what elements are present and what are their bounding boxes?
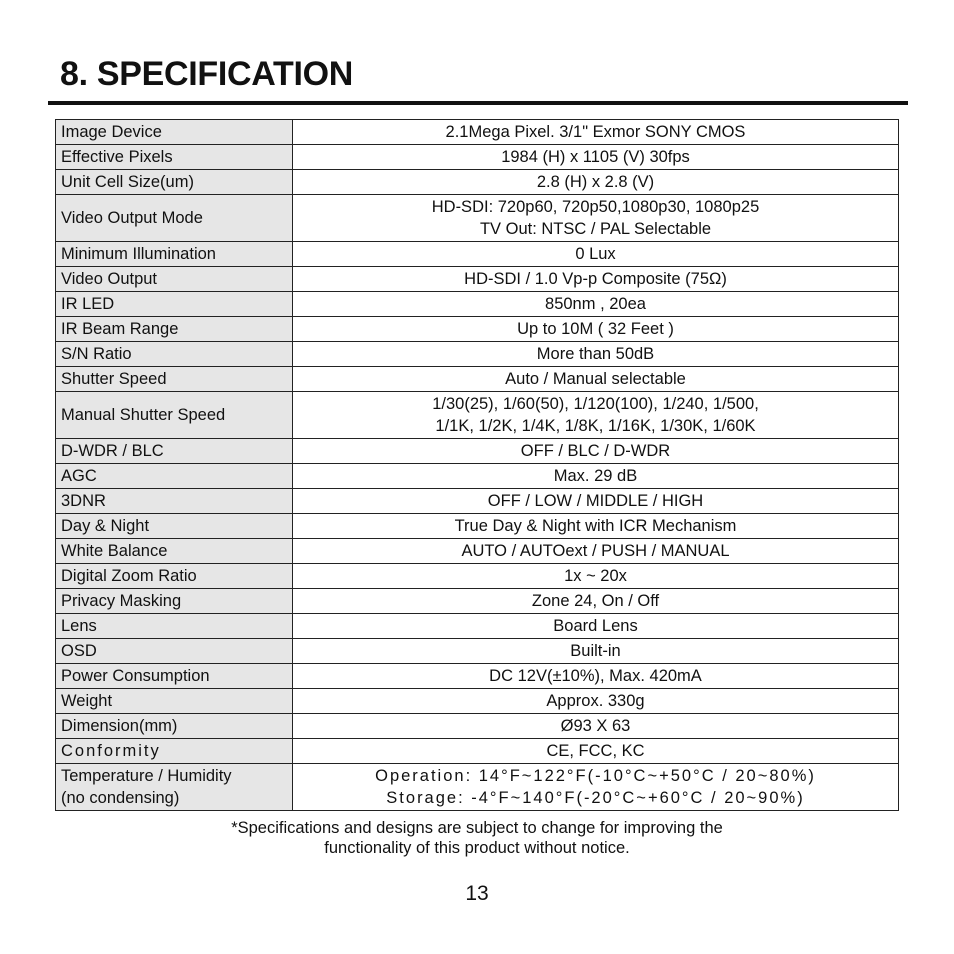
spec-value: Ø93 X 63 — [293, 714, 899, 739]
table-row — [56, 489, 899, 514]
spec-label: Lens — [56, 614, 293, 639]
table-row — [56, 195, 899, 242]
spec-value: OFF / LOW / MIDDLE / HIGH — [293, 489, 899, 514]
spec-label: Video Output — [56, 267, 293, 292]
spec-label: Effective Pixels — [56, 145, 293, 170]
table-row — [56, 392, 899, 439]
spec-label: Unit Cell Size(um) — [56, 170, 293, 195]
spec-value-line: Storage: -4°F~140°F(-20°C~+60°C / 20~90%) — [386, 789, 805, 807]
table-row — [56, 714, 899, 739]
spec-value: 2.1Mega Pixel. 3/1" Exmor SONY CMOS — [293, 120, 899, 145]
table-row — [56, 242, 899, 267]
footnote-line: functionality of this product without notice. — [324, 839, 630, 857]
spec-value: AUTO / AUTOext / PUSH / MANUAL — [293, 539, 899, 564]
spec-value-line: TV Out: NTSC / PAL Selectable — [479, 220, 712, 238]
spec-label: Video Output Mode — [56, 195, 293, 242]
spec-value-line: Operation: 14°F~122°F(-10°C~+50°C / 20~80%) — [375, 767, 816, 785]
table-row — [56, 145, 899, 170]
spec-label: Shutter Speed — [56, 367, 293, 392]
spec-value: True Day & Night with ICR Mechanism — [293, 514, 899, 539]
page-number: 13 — [465, 882, 489, 905]
table-row — [56, 170, 899, 195]
spec-label: Minimum Illumination — [56, 242, 293, 267]
spec-label: Conformity — [56, 739, 293, 764]
table-row — [56, 539, 899, 564]
table-row — [56, 639, 899, 664]
spec-table — [55, 119, 899, 811]
spec-label: AGC — [56, 464, 293, 489]
spec-label: IR Beam Range — [56, 317, 293, 342]
table-row — [56, 439, 899, 464]
spec-value: DC 12V(±10%), Max. 420mA — [293, 664, 899, 689]
table-row — [56, 764, 899, 811]
spec-value: HD-SDI / 1.0 Vp-p Composite (75Ω) — [293, 267, 899, 292]
spec-value: 1x ~ 20x — [293, 564, 899, 589]
spec-label: Manual Shutter Speed — [56, 392, 293, 439]
spec-value — [293, 195, 899, 242]
table-row — [56, 564, 899, 589]
table-row — [56, 514, 899, 539]
spec-value: 850nm , 20ea — [293, 292, 899, 317]
spec-label: Image Device — [56, 120, 293, 145]
table-row — [56, 292, 899, 317]
spec-value: 1984 (H) x 1105 (V) 30fps — [293, 145, 899, 170]
spec-value: More than 50dB — [293, 342, 899, 367]
spec-value: CE, FCC, KC — [293, 739, 899, 764]
spec-label: S/N Ratio — [56, 342, 293, 367]
spec-value: Max. 29 dB — [293, 464, 899, 489]
spec-value: 0 Lux — [293, 242, 899, 267]
spec-value — [293, 764, 899, 811]
spec-label: 3DNR — [56, 489, 293, 514]
page-title: 8. SPECIFICATION — [60, 55, 354, 93]
spec-label: Privacy Masking — [56, 589, 293, 614]
table-row — [56, 464, 899, 489]
spec-value-line: HD-SDI: 720p60, 720p50,1080p30, 1080p25 — [431, 198, 760, 216]
table-row — [56, 614, 899, 639]
spec-label: Digital Zoom Ratio — [56, 564, 293, 589]
spec-label: OSD — [56, 639, 293, 664]
spec-label: Day & Night — [56, 514, 293, 539]
table-row — [56, 739, 899, 764]
table-row — [56, 120, 899, 145]
table-row — [56, 689, 899, 714]
footnote — [0, 818, 954, 858]
footnote-line: *Specifications and designs are subject to change for improving the — [231, 819, 723, 837]
spec-value-line: 1/30(25), 1/60(50), 1/120(100), 1/240, 1/500, — [432, 395, 759, 413]
title-divider — [48, 101, 908, 105]
spec-value: Built-in — [293, 639, 899, 664]
spec-value: Approx. 330g — [293, 689, 899, 714]
spec-label-line: Temperature / Humidity — [61, 767, 232, 785]
spec-label: Weight — [56, 689, 293, 714]
spec-label: IR LED — [56, 292, 293, 317]
spec-value: Board Lens — [293, 614, 899, 639]
spec-label: Dimension(mm) — [56, 714, 293, 739]
spec-label: D-WDR / BLC — [56, 439, 293, 464]
spec-value: Zone 24, On / Off — [293, 589, 899, 614]
spec-value — [293, 392, 899, 439]
spec-value-line: 1/1K, 1/2K, 1/4K, 1/8K, 1/16K, 1/30K, 1/60K — [435, 417, 756, 435]
spec-label-line: (no condensing) — [61, 789, 180, 807]
spec-value: Up to 10M ( 32 Feet ) — [293, 317, 899, 342]
table-row — [56, 367, 899, 392]
spec-value: OFF / BLC / D-WDR — [293, 439, 899, 464]
table-row — [56, 267, 899, 292]
table-row — [56, 589, 899, 614]
spec-label: Power Consumption — [56, 664, 293, 689]
table-row — [56, 342, 899, 367]
spec-label — [56, 764, 293, 811]
table-row — [56, 317, 899, 342]
spec-value: 2.8 (H) x 2.8 (V) — [293, 170, 899, 195]
spec-label: White Balance — [56, 539, 293, 564]
table-row — [56, 664, 899, 689]
spec-value: Auto / Manual selectable — [293, 367, 899, 392]
